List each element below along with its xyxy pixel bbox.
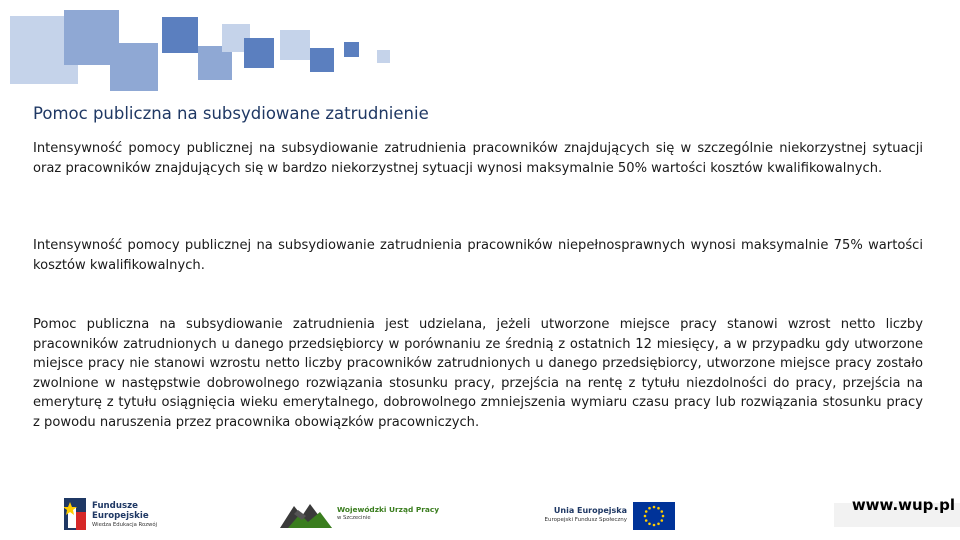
- ue-title: Unia Europejska: [553, 506, 627, 515]
- eu-flag-icon: [633, 502, 675, 530]
- paragraph-intensity-75: Intensywność pomocy publicznej na subsydiowanie zatrudnienia pracowników niepełnosprawnych wynosi maksymalnie 75% wartości kosztów kwalifikowalnych.: [33, 238, 923, 273]
- wup-sub: w Szczecinie: [337, 515, 371, 521]
- paragraph-conditions: Pomoc publiczna na subsydiowanie zatrudnienia jest udzielana, jeżeli utworzone miejsce pracy stanowi wzrost netto liczby pracowników zatrudnionych u danego przedsiębiorcy w porównaniu ze średnią z ostatnich 12 miesięcy, a w przypadku gdy utworzone miejsce pracy nie stanowi wzrostu netto liczby pracowników zatrudnionych u danego przedsiębiorcy, utworzone miejsce pracy zostało zwolnione w następstwie dobrowolnego rozwiązania stosunku pracy, przejścia na rentę z tytułu niezdolności do pracy, przejścia na emeryturę z tytułu osiągnięcia wieku emerytalnego, dobrowolnego zmniejszenia wymiaru czasu pracy lub rozwiązania stosunku pracy z powodu naruszenia przez pracownika obowiązków pracowniczych.: [33, 317, 923, 430]
- deco-square: [162, 17, 198, 53]
- deco-square: [110, 43, 158, 91]
- fundusze-star-icon: [64, 498, 86, 530]
- page-title: Pomoc publiczna na subsydiowane zatrudnienie: [33, 104, 429, 123]
- deco-square: [310, 48, 334, 72]
- fe-line3: Wiedza Edukacja Rozwój: [92, 522, 158, 528]
- website-link[interactable]: www.wup.pl: [851, 496, 955, 514]
- deco-square: [244, 38, 274, 68]
- paragraph-intensity-50: Intensywność pomocy publicznej na subsydiowanie zatrudnienia pracowników znajdujących się w szczególnie niekorzystnej sytuacji oraz pracowników znajdujących się w bardzo niekorzystnej sytuacji wynosi maksymalnie 50% wartości kosztów kwalifikowalnych.: [33, 141, 923, 176]
- deco-square: [280, 30, 310, 60]
- deco-square: [344, 42, 359, 57]
- wup-name: Wojewódzki Urząd Pracy: [337, 505, 440, 514]
- fe-line2: Europejskie: [92, 511, 149, 521]
- wup-mountain-icon: [280, 500, 332, 528]
- deco-square: [377, 50, 390, 63]
- ue-sub: Europejski Fundusz Społeczny: [544, 517, 627, 523]
- fe-line1: Fundusze: [92, 501, 138, 511]
